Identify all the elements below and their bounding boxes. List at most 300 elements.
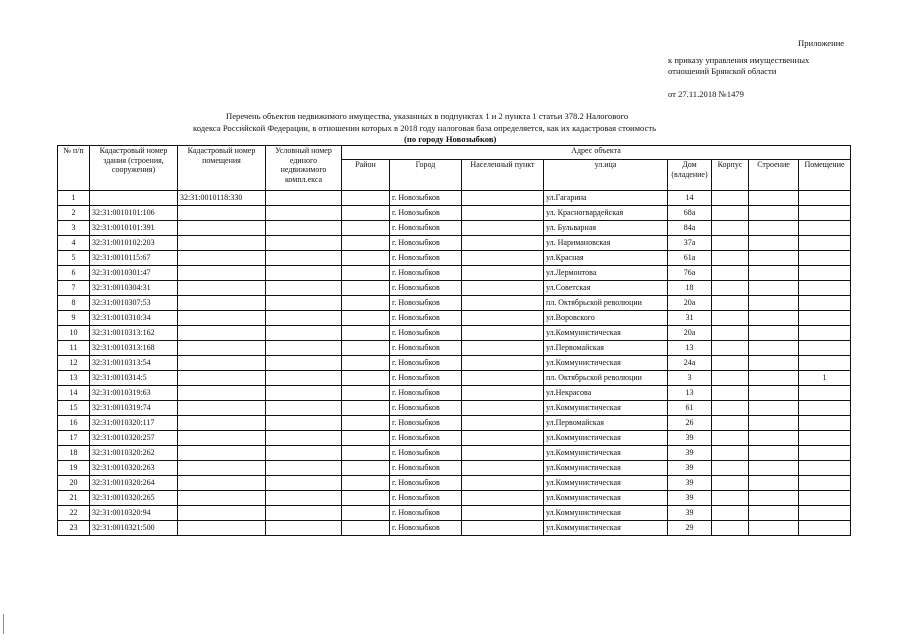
cell-settlement xyxy=(462,311,544,326)
cell-street: ул.Коммунистическая xyxy=(544,521,668,536)
cell-house: 39 xyxy=(668,446,712,461)
cell-building-cad: 32:31:0010320:264 xyxy=(90,476,178,491)
cell-street: ул.Гагарина xyxy=(544,191,668,206)
cell-house: 3 xyxy=(668,371,712,386)
cell-settlement xyxy=(462,446,544,461)
cell-street: ул.Первомайская xyxy=(544,416,668,431)
cell-room-cad xyxy=(178,266,266,281)
cell-room xyxy=(799,521,851,536)
cell-building xyxy=(749,206,799,221)
cell-district xyxy=(342,191,390,206)
cell-house: 14 xyxy=(668,191,712,206)
cell-block xyxy=(712,431,749,446)
cell-house: 84а xyxy=(668,221,712,236)
cell-num: 15 xyxy=(58,401,90,416)
cell-building xyxy=(749,221,799,236)
cell-room xyxy=(799,296,851,311)
cell-house: 68а xyxy=(668,206,712,221)
cell-num: 2 xyxy=(58,206,90,221)
cell-room xyxy=(799,266,851,281)
table-row xyxy=(58,296,851,311)
cell-settlement xyxy=(462,521,544,536)
cell-room-cad xyxy=(178,416,266,431)
cell-house: 20а xyxy=(668,296,712,311)
cell-street: ул.Воровского xyxy=(544,311,668,326)
cell-house: 39 xyxy=(668,461,712,476)
cell-building-cad: 32:31:0010115:67 xyxy=(90,251,178,266)
cell-room-cad xyxy=(178,431,266,446)
cell-block xyxy=(712,356,749,371)
cell-num: 7 xyxy=(58,281,90,296)
header-house: Дом (владение) xyxy=(668,160,712,191)
cell-conditional xyxy=(266,326,342,341)
cell-building xyxy=(749,431,799,446)
cell-settlement xyxy=(462,266,544,281)
cell-num: 18 xyxy=(58,446,90,461)
cell-block xyxy=(712,236,749,251)
cell-district xyxy=(342,371,390,386)
table-row xyxy=(58,266,851,281)
cell-settlement xyxy=(462,221,544,236)
cell-house: 13 xyxy=(668,341,712,356)
cell-district xyxy=(342,326,390,341)
header-room: Помещение xyxy=(799,160,851,191)
cell-street: ул. Наримановская xyxy=(544,236,668,251)
cell-block xyxy=(712,296,749,311)
cell-room xyxy=(799,236,851,251)
cell-room xyxy=(799,206,851,221)
cell-district xyxy=(342,491,390,506)
header-street: ул.ица xyxy=(544,160,668,191)
header-conditional-number: Условный номер единого недвижимого компл.екса xyxy=(266,146,342,191)
cell-city: г. Новозыбков xyxy=(390,476,462,491)
cell-street: пл. Октябрьской революции xyxy=(544,371,668,386)
cell-city: г. Новозыбков xyxy=(390,401,462,416)
table-row xyxy=(58,401,851,416)
cell-district xyxy=(342,221,390,236)
cell-building xyxy=(749,476,799,491)
cell-room-cad xyxy=(178,341,266,356)
cell-conditional xyxy=(266,371,342,386)
scan-edge-mark xyxy=(3,614,4,634)
cell-city: г. Новозыбков xyxy=(390,221,462,236)
cell-building xyxy=(749,266,799,281)
cell-conditional xyxy=(266,521,342,536)
cell-block xyxy=(712,401,749,416)
cell-block xyxy=(712,191,749,206)
cell-building-cad: 32:31:0010320:94 xyxy=(90,506,178,521)
table-row xyxy=(58,356,851,371)
cell-house: 39 xyxy=(668,476,712,491)
cell-street: пл. Октябрьской революции xyxy=(544,296,668,311)
cell-building-cad: 32:31:0010320:263 xyxy=(90,461,178,476)
cell-block xyxy=(712,326,749,341)
cell-building-cad: 32:31:0010314:5 xyxy=(90,371,178,386)
order-reference-line2: отношений Брянской области xyxy=(668,66,777,76)
cell-district xyxy=(342,356,390,371)
cell-conditional xyxy=(266,491,342,506)
cell-city: г. Новозыбков xyxy=(390,491,462,506)
cell-building-cad: 32:31:0010307:53 xyxy=(90,296,178,311)
cell-district xyxy=(342,446,390,461)
cell-room-cad xyxy=(178,281,266,296)
cell-room-cad xyxy=(178,476,266,491)
table-row xyxy=(58,446,851,461)
table-row xyxy=(58,281,851,296)
cell-room-cad xyxy=(178,461,266,476)
table-row xyxy=(58,251,851,266)
cell-building-cad: 32:31:0010320:262 xyxy=(90,446,178,461)
cell-district xyxy=(342,506,390,521)
cell-city: г. Новозыбков xyxy=(390,431,462,446)
cell-street: ул.Коммунистическая xyxy=(544,401,668,416)
cell-building xyxy=(749,386,799,401)
cell-building xyxy=(749,236,799,251)
cell-settlement xyxy=(462,236,544,251)
cell-num: 11 xyxy=(58,341,90,356)
cell-city: г. Новозыбков xyxy=(390,191,462,206)
cell-block xyxy=(712,476,749,491)
cell-settlement xyxy=(462,371,544,386)
cell-house: 20а xyxy=(668,326,712,341)
cell-num: 19 xyxy=(58,461,90,476)
cell-city: г. Новозыбков xyxy=(390,296,462,311)
cell-block xyxy=(712,266,749,281)
table-row xyxy=(58,311,851,326)
table-row xyxy=(58,416,851,431)
cell-block xyxy=(712,521,749,536)
cell-room: 1 xyxy=(799,371,851,386)
cell-room-cad xyxy=(178,506,266,521)
header-building-cadastral: Кадастровый номер здания (строения, сооружения) xyxy=(90,146,178,191)
cell-building xyxy=(749,296,799,311)
cell-room-cad: 32:31:0010118:330 xyxy=(178,191,266,206)
cell-district xyxy=(342,266,390,281)
cell-city: г. Новозыбков xyxy=(390,461,462,476)
cell-room xyxy=(799,506,851,521)
header-settlement: Населенный пункт xyxy=(462,160,544,191)
cell-settlement xyxy=(462,356,544,371)
cell-building-cad: 32:31:0010319:63 xyxy=(90,386,178,401)
cell-num: 13 xyxy=(58,371,90,386)
cell-room xyxy=(799,341,851,356)
cell-building xyxy=(749,461,799,476)
cell-house: 39 xyxy=(668,506,712,521)
cell-num: 4 xyxy=(58,236,90,251)
cell-block xyxy=(712,251,749,266)
cell-num: 8 xyxy=(58,296,90,311)
cell-conditional xyxy=(266,236,342,251)
cell-district xyxy=(342,251,390,266)
cell-num: 1 xyxy=(58,191,90,206)
cell-city: г. Новозыбков xyxy=(390,206,462,221)
cell-street: ул.Коммунистическая xyxy=(544,446,668,461)
cell-district xyxy=(342,341,390,356)
cell-num: 17 xyxy=(58,431,90,446)
cell-building-cad: 32:31:0010320:257 xyxy=(90,431,178,446)
cell-city: г. Новозыбков xyxy=(390,521,462,536)
cell-block xyxy=(712,461,749,476)
cell-room-cad xyxy=(178,356,266,371)
cell-room xyxy=(799,311,851,326)
cell-building-cad: 32:31:0010310:34 xyxy=(90,311,178,326)
cell-block xyxy=(712,506,749,521)
cell-conditional xyxy=(266,401,342,416)
cell-num: 22 xyxy=(58,506,90,521)
cell-building-cad: 32:31:0010313:54 xyxy=(90,356,178,371)
cell-building xyxy=(749,251,799,266)
cell-block xyxy=(712,386,749,401)
cell-num: 14 xyxy=(58,386,90,401)
table-row xyxy=(58,521,851,536)
table-row xyxy=(58,431,851,446)
cell-city: г. Новозыбков xyxy=(390,266,462,281)
cell-room xyxy=(799,431,851,446)
cell-room xyxy=(799,281,851,296)
cell-house: 26 xyxy=(668,416,712,431)
cell-room-cad xyxy=(178,236,266,251)
cell-room xyxy=(799,251,851,266)
cell-settlement xyxy=(462,341,544,356)
cell-room-cad xyxy=(178,326,266,341)
cell-room-cad xyxy=(178,491,266,506)
cell-room xyxy=(799,221,851,236)
document-title-city: (по городу Новозыбков) xyxy=(404,134,497,144)
cell-conditional xyxy=(266,281,342,296)
cell-city: г. Новозыбков xyxy=(390,446,462,461)
cell-num: 5 xyxy=(58,251,90,266)
cell-settlement xyxy=(462,191,544,206)
cell-city: г. Новозыбков xyxy=(390,356,462,371)
cell-conditional xyxy=(266,296,342,311)
cell-street: ул.Некрасова xyxy=(544,386,668,401)
cell-conditional xyxy=(266,461,342,476)
cell-house: 76а xyxy=(668,266,712,281)
table-row xyxy=(58,476,851,491)
cell-num: 16 xyxy=(58,416,90,431)
cell-city: г. Новозыбков xyxy=(390,341,462,356)
cell-room xyxy=(799,446,851,461)
cell-settlement xyxy=(462,296,544,311)
cell-block xyxy=(712,311,749,326)
cell-block xyxy=(712,206,749,221)
cell-settlement xyxy=(462,281,544,296)
cell-building-cad: 32:31:0010101:106 xyxy=(90,206,178,221)
cell-house: 29 xyxy=(668,521,712,536)
cell-district xyxy=(342,236,390,251)
cell-building xyxy=(749,401,799,416)
table-row xyxy=(58,326,851,341)
cell-house: 61а xyxy=(668,251,712,266)
cell-house: 61 xyxy=(668,401,712,416)
table-row xyxy=(58,506,851,521)
header-block: Корпус xyxy=(712,160,749,191)
cell-city: г. Новозыбков xyxy=(390,236,462,251)
table-row xyxy=(58,206,851,221)
header-num: № п/п xyxy=(58,146,90,191)
cell-conditional xyxy=(266,386,342,401)
cell-building xyxy=(749,191,799,206)
cell-street: ул.Коммунистическая xyxy=(544,491,668,506)
cell-num: 3 xyxy=(58,221,90,236)
cell-street: ул.Советская xyxy=(544,281,668,296)
cell-street: ул.Коммунистическая xyxy=(544,326,668,341)
cell-settlement xyxy=(462,476,544,491)
cell-district xyxy=(342,476,390,491)
cell-building xyxy=(749,281,799,296)
order-date: от 27.11.2018 №1479 xyxy=(668,89,744,99)
cell-num: 23 xyxy=(58,521,90,536)
table-row xyxy=(58,236,851,251)
cell-building xyxy=(749,491,799,506)
cell-room xyxy=(799,401,851,416)
cell-conditional xyxy=(266,206,342,221)
cell-district xyxy=(342,521,390,536)
cell-room-cad xyxy=(178,311,266,326)
header-building: Строение xyxy=(749,160,799,191)
cell-street: ул.Лермонтова xyxy=(544,266,668,281)
cell-room-cad xyxy=(178,521,266,536)
cell-conditional xyxy=(266,221,342,236)
cell-street: ул.Коммунистическая xyxy=(544,431,668,446)
cell-conditional xyxy=(266,266,342,281)
cell-house: 39 xyxy=(668,491,712,506)
cell-conditional xyxy=(266,506,342,521)
cell-room xyxy=(799,476,851,491)
cell-district xyxy=(342,431,390,446)
document-title-line2: кодекса Российской Федерации, в отношении которых в 2018 году налоговая база определяется, как их кадастровая стоимость xyxy=(193,123,657,133)
cell-settlement xyxy=(462,401,544,416)
cell-room-cad xyxy=(178,296,266,311)
cell-num: 10 xyxy=(58,326,90,341)
cell-building-cad: 32:31:0010101:391 xyxy=(90,221,178,236)
cell-num: 9 xyxy=(58,311,90,326)
cell-room-cad xyxy=(178,446,266,461)
cell-district xyxy=(342,416,390,431)
cell-street: ул. Бульварная xyxy=(544,221,668,236)
cell-building xyxy=(749,326,799,341)
cell-house: 37а xyxy=(668,236,712,251)
cell-room xyxy=(799,461,851,476)
cell-building-cad: 32:31:0010304:31 xyxy=(90,281,178,296)
cell-settlement xyxy=(462,386,544,401)
cell-block xyxy=(712,221,749,236)
cell-city: г. Новозыбков xyxy=(390,416,462,431)
cell-building-cad: 32:31:0010321:500 xyxy=(90,521,178,536)
cell-building xyxy=(749,356,799,371)
document-title-line1: Перечень объектов недвижимого имущества, указанных в подпунктах 1 и 2 пункта 1 статьи 378.2 Налогового xyxy=(226,111,629,121)
cell-settlement xyxy=(462,461,544,476)
cell-city: г. Новозыбков xyxy=(390,311,462,326)
cell-room-cad xyxy=(178,401,266,416)
header-address: Адрес объекта xyxy=(342,146,851,160)
cell-settlement xyxy=(462,491,544,506)
cell-building-cad xyxy=(90,191,178,206)
property-table xyxy=(57,145,851,536)
cell-building-cad: 32:31:0010313:162 xyxy=(90,326,178,341)
cell-building xyxy=(749,416,799,431)
cell-room-cad xyxy=(178,386,266,401)
cell-room xyxy=(799,326,851,341)
cell-building-cad: 32:31:0010313:168 xyxy=(90,341,178,356)
table-row xyxy=(58,341,851,356)
table-row xyxy=(58,461,851,476)
cell-room-cad xyxy=(178,221,266,236)
cell-building xyxy=(749,521,799,536)
cell-building-cad: 32:31:0010301:47 xyxy=(90,266,178,281)
cell-street: ул.Коммунистическая xyxy=(544,356,668,371)
table-row xyxy=(58,386,851,401)
cell-street: ул.Коммунистическая xyxy=(544,461,668,476)
cell-building xyxy=(749,506,799,521)
header-city: Город xyxy=(390,160,462,191)
cell-room-cad xyxy=(178,371,266,386)
cell-conditional xyxy=(266,431,342,446)
cell-settlement xyxy=(462,251,544,266)
cell-conditional xyxy=(266,416,342,431)
cell-room xyxy=(799,191,851,206)
cell-district xyxy=(342,461,390,476)
cell-conditional xyxy=(266,191,342,206)
cell-conditional xyxy=(266,446,342,461)
cell-building xyxy=(749,311,799,326)
header-district: Район xyxy=(342,160,390,191)
cell-district xyxy=(342,206,390,221)
cell-city: г. Новозыбков xyxy=(390,326,462,341)
cell-building-cad: 32:31:0010320:265 xyxy=(90,491,178,506)
cell-building xyxy=(749,446,799,461)
cell-street: ул.Красная xyxy=(544,251,668,266)
cell-house: 39 xyxy=(668,431,712,446)
cell-num: 20 xyxy=(58,476,90,491)
table-row xyxy=(58,371,851,386)
cell-building-cad: 32:31:0010319:74 xyxy=(90,401,178,416)
cell-city: г. Новозыбков xyxy=(390,506,462,521)
cell-conditional xyxy=(266,341,342,356)
cell-city: г. Новозыбков xyxy=(390,386,462,401)
cell-conditional xyxy=(266,251,342,266)
cell-building xyxy=(749,371,799,386)
cell-city: г. Новозыбков xyxy=(390,371,462,386)
cell-street: ул. Красногвардейская xyxy=(544,206,668,221)
cell-district xyxy=(342,311,390,326)
cell-block xyxy=(712,416,749,431)
cell-settlement xyxy=(462,326,544,341)
cell-room xyxy=(799,386,851,401)
cell-num: 21 xyxy=(58,491,90,506)
cell-street: ул.Первомайская xyxy=(544,341,668,356)
cell-district xyxy=(342,296,390,311)
cell-building-cad: 32:31:0010320:117 xyxy=(90,416,178,431)
cell-room xyxy=(799,491,851,506)
cell-district xyxy=(342,401,390,416)
cell-num: 6 xyxy=(58,266,90,281)
cell-room xyxy=(799,356,851,371)
cell-room xyxy=(799,416,851,431)
cell-settlement xyxy=(462,206,544,221)
cell-num: 12 xyxy=(58,356,90,371)
cell-settlement xyxy=(462,506,544,521)
cell-street: ул.Коммунистическая xyxy=(544,476,668,491)
cell-block xyxy=(712,371,749,386)
cell-city: г. Новозыбков xyxy=(390,281,462,296)
cell-block xyxy=(712,341,749,356)
cell-room-cad xyxy=(178,206,266,221)
cell-house: 31 xyxy=(668,311,712,326)
cell-building xyxy=(749,341,799,356)
cell-settlement xyxy=(462,431,544,446)
cell-conditional xyxy=(266,476,342,491)
